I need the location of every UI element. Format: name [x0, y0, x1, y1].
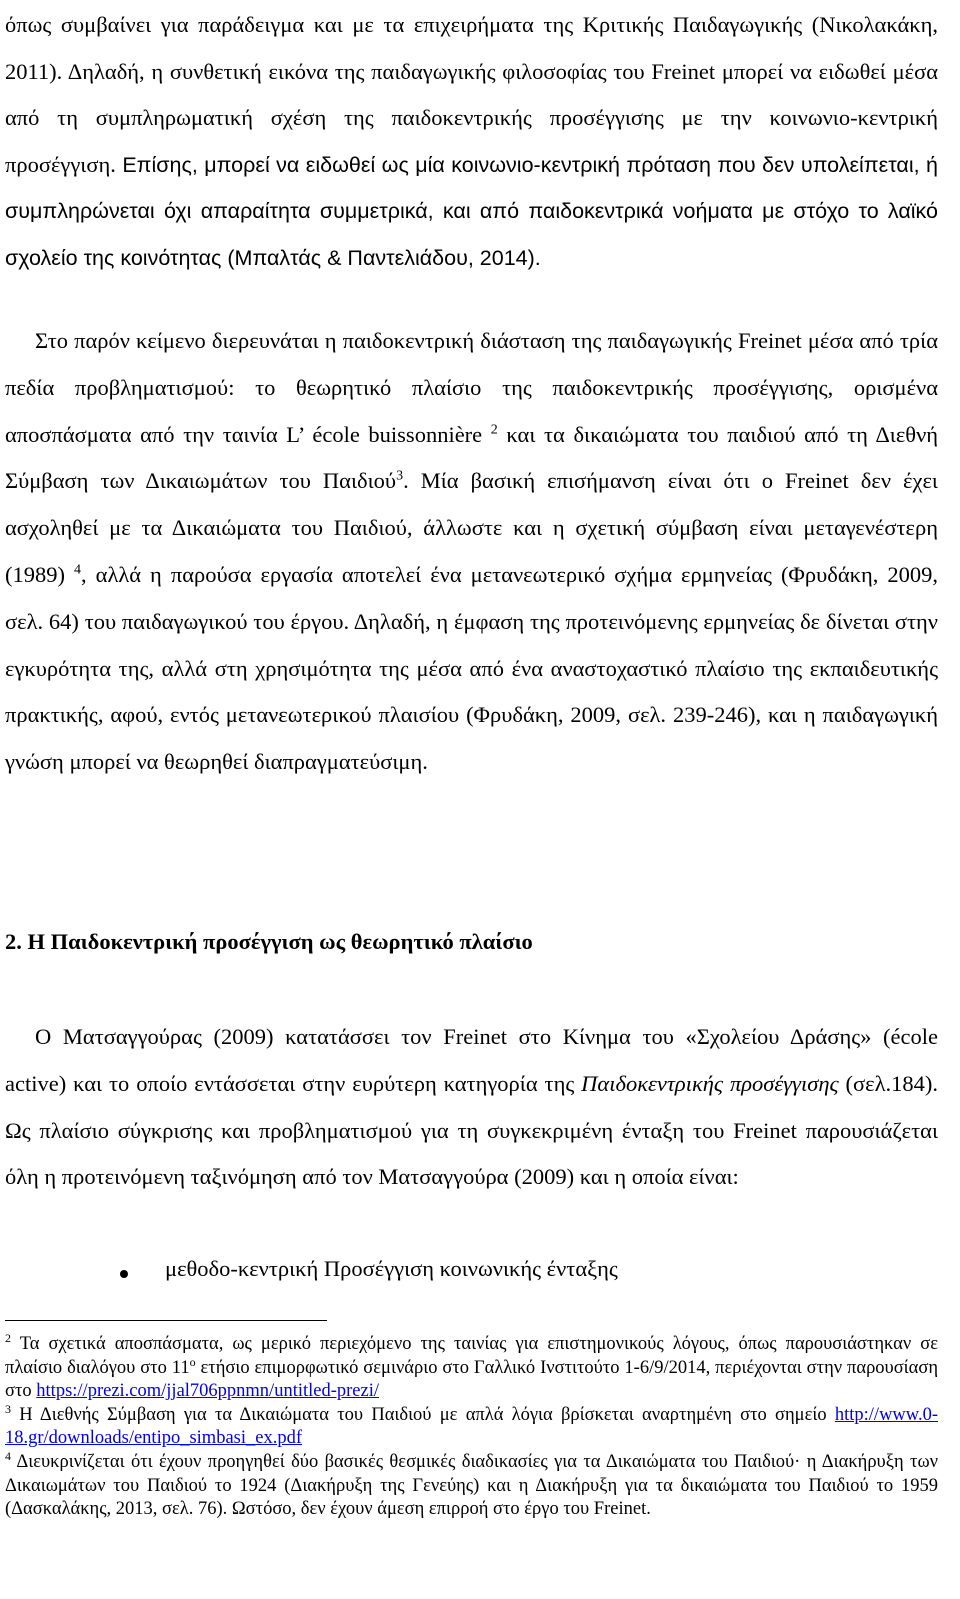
footnote-2-text-a: Τα σχετικά αποσπάσματα, ως μερικό περιεχόμενο της ταινίας για επιστημονικούς λόγους, όπως παρουσιάστηκαν σε πλαίσιο διαλόγου στο 11	[5, 1334, 938, 1378]
paragraph-3-text-a: Ο Ματσαγγούρας (2009) κατατάσσει τον Freinet στο Κίνημα του «Σχολείου Δράσης» (école active) και το οποίο εντάσσεται στην ευρύτερη κατηγορία της	[5, 1024, 938, 1096]
paragraph-2	[5, 318, 938, 786]
footnote-2-text-b: ετήσιο επιμορφωτικό σεμινάριο στο Γαλλικό Ινστιτούτο 1-6/9/2014, περιέχονται στην παρουσίαση στο	[5, 1357, 939, 1402]
paragraph-1	[5, 2, 938, 282]
paragraph-2-text-c: . Μία βασική επισήμανση είναι ότι ο Freinet δεν έχει ασχοληθεί με τα Δικαιώματα του Παιδιού, άλλωστε και η σχετική σύμβαση είναι μεταγενέστερη (1989)	[5, 468, 938, 587]
bullet-text: μεθοδο-κεντρική Προσέγγιση κοινωνικής ένταξης	[165, 1256, 618, 1281]
footnote-ref-2[interactable]: 2	[490, 422, 498, 438]
footnote-2	[5, 1330, 939, 1404]
footnote-number: 4	[5, 1448, 11, 1463]
bullet-dot-icon	[120, 1270, 128, 1278]
paragraph-1-text-a: όπως συμβαίνει για παράδειγμα και με τα επιχειρήματα της Κριτικής Παιδαγωγικής (Νικολακάκη, 2011). Δηλαδή, η συνθετική εικόνα της παιδαγωγικής φιλοσοφίας του Freinet μπορεί να ειδωθεί μέσα από τη συμπληρωματική σχέση της παιδοκεντρικής προσέγγισης με την κοινωνιο-κεντρική προσέγγιση.	[5, 12, 938, 177]
paragraph-2-text-b: και τα δικαιώματα του παιδιού από τη Διεθνή Σύμβαση των Δικαιωμάτων του Παιδιού	[5, 421, 939, 494]
ordinal-superscript: ο	[189, 1354, 196, 1369]
footnote-separator	[5, 1320, 327, 1321]
paragraph-3	[5, 1014, 938, 1201]
section-heading: 2. Η Παιδοκεντρική προσέγγιση ως θεωρητικό πλαίσιο	[5, 929, 533, 954]
prezi-link[interactable]: https://prezi.com/jjal706ppnmn/untitled-prezi/	[36, 1381, 379, 1402]
paragraph-2-text-d: , αλλά η παρούσα εργασία αποτελεί ένα μετανεωτερικό σχήμα ερμηνείας (Φρυδάκη, 2009, σελ. 64) του παιδαγωγικού του έργου. Δηλαδή, η έμφαση της προτεινόμενης ερμηνείας δε δίνεται στην εγκυρότητα της, αλλά στη χρησιμότητα της μέσα από ένα αναστοχαστικό πλαίσιο της εκπαιδευτικής πρακτικής, αφού, εντός μετανεωτερικού πλαισίου (Φρυδάκη, 2009, σελ. 239-246), και η παιδαγωγική γνώση μπορεί να θεωρηθεί διαπραγματεύσιμη.	[5, 561, 939, 775]
footnote-4	[5, 1448, 938, 1522]
footnote-3	[5, 1401, 938, 1451]
paragraph-3-text-b: (σελ.184). Ως πλαίσιο σύγκρισης και προβληματισμού για τη συγκεκριμένη ένταξη του Freinet παρουσιάζεται όλη η προτεινόμενη ταξινόμηση από τον Ματσαγγούρα (2009) και η οποία είναι:	[5, 1070, 938, 1190]
paragraph-2-text-a: Στο παρόν κείμενο διερευνάται η παιδοκεντρική διάσταση της παιδαγωγικής Freinet μέσα από τρία πεδία προβληματισμού: το θεωρητικό πλαίσιο της παιδοκεντρικής προσέγγισης, ορισμένα αποσπάσματα από την ταινία L’ école buissonnière	[5, 328, 938, 447]
footnotes	[5, 1330, 939, 1522]
footnote-number: 2	[5, 1330, 11, 1345]
footnote-4-text: Διευκρινίζεται ότι έχουν προηγηθεί δύο βασικές θεσμικές διαδικασίες για τα Δικαιώματα του Παιδιού· η Διακήρυξη των Δικαιωμάτων του Παιδιού το 1924 (Διακήρυξη της Γενεύης) και η Διακήρυξη για τα δικαιώματα του Παιδιού το 1959 (Δασκαλάκης, 2013, σελ. 76). Ωστόσο, δεν έχουν άμεση επιρροή στο έργο του Freinet.	[5, 1451, 938, 1520]
paragraph-1-text-b: Επίσης, μπορεί να ειδωθεί ως μία κοινωνιο-κεντρική πρόταση που δεν υπολείπεται, ή συμπληρώνεται όχι απαραίτητα συμμετρικά, και από παιδοκεντρικά νοήματα με στόχο το λαϊκό σχολείο της κοινότητας (Μπαλτάς & Παντελιάδου, 2014).	[5, 152, 938, 270]
convention-pdf-link[interactable]: http://www.0-18.gr/downloads/entipo_simbasi_ex.pdf	[5, 1404, 938, 1449]
footnote-number: 3	[5, 1401, 11, 1416]
footnote-3-text: Η Διεθνής Σύμβαση για τα Δικαιώματα του Παιδιού με απλά λόγια βρίσκεται αναρτημένη στο σημείο	[11, 1404, 835, 1425]
paragraph-3-emphasis: Παιδοκεντρικής προσέγγισης	[581, 1070, 839, 1096]
footnote-ref-4[interactable]: 4	[74, 562, 82, 578]
footnote-ref-3[interactable]: 3	[396, 468, 404, 484]
